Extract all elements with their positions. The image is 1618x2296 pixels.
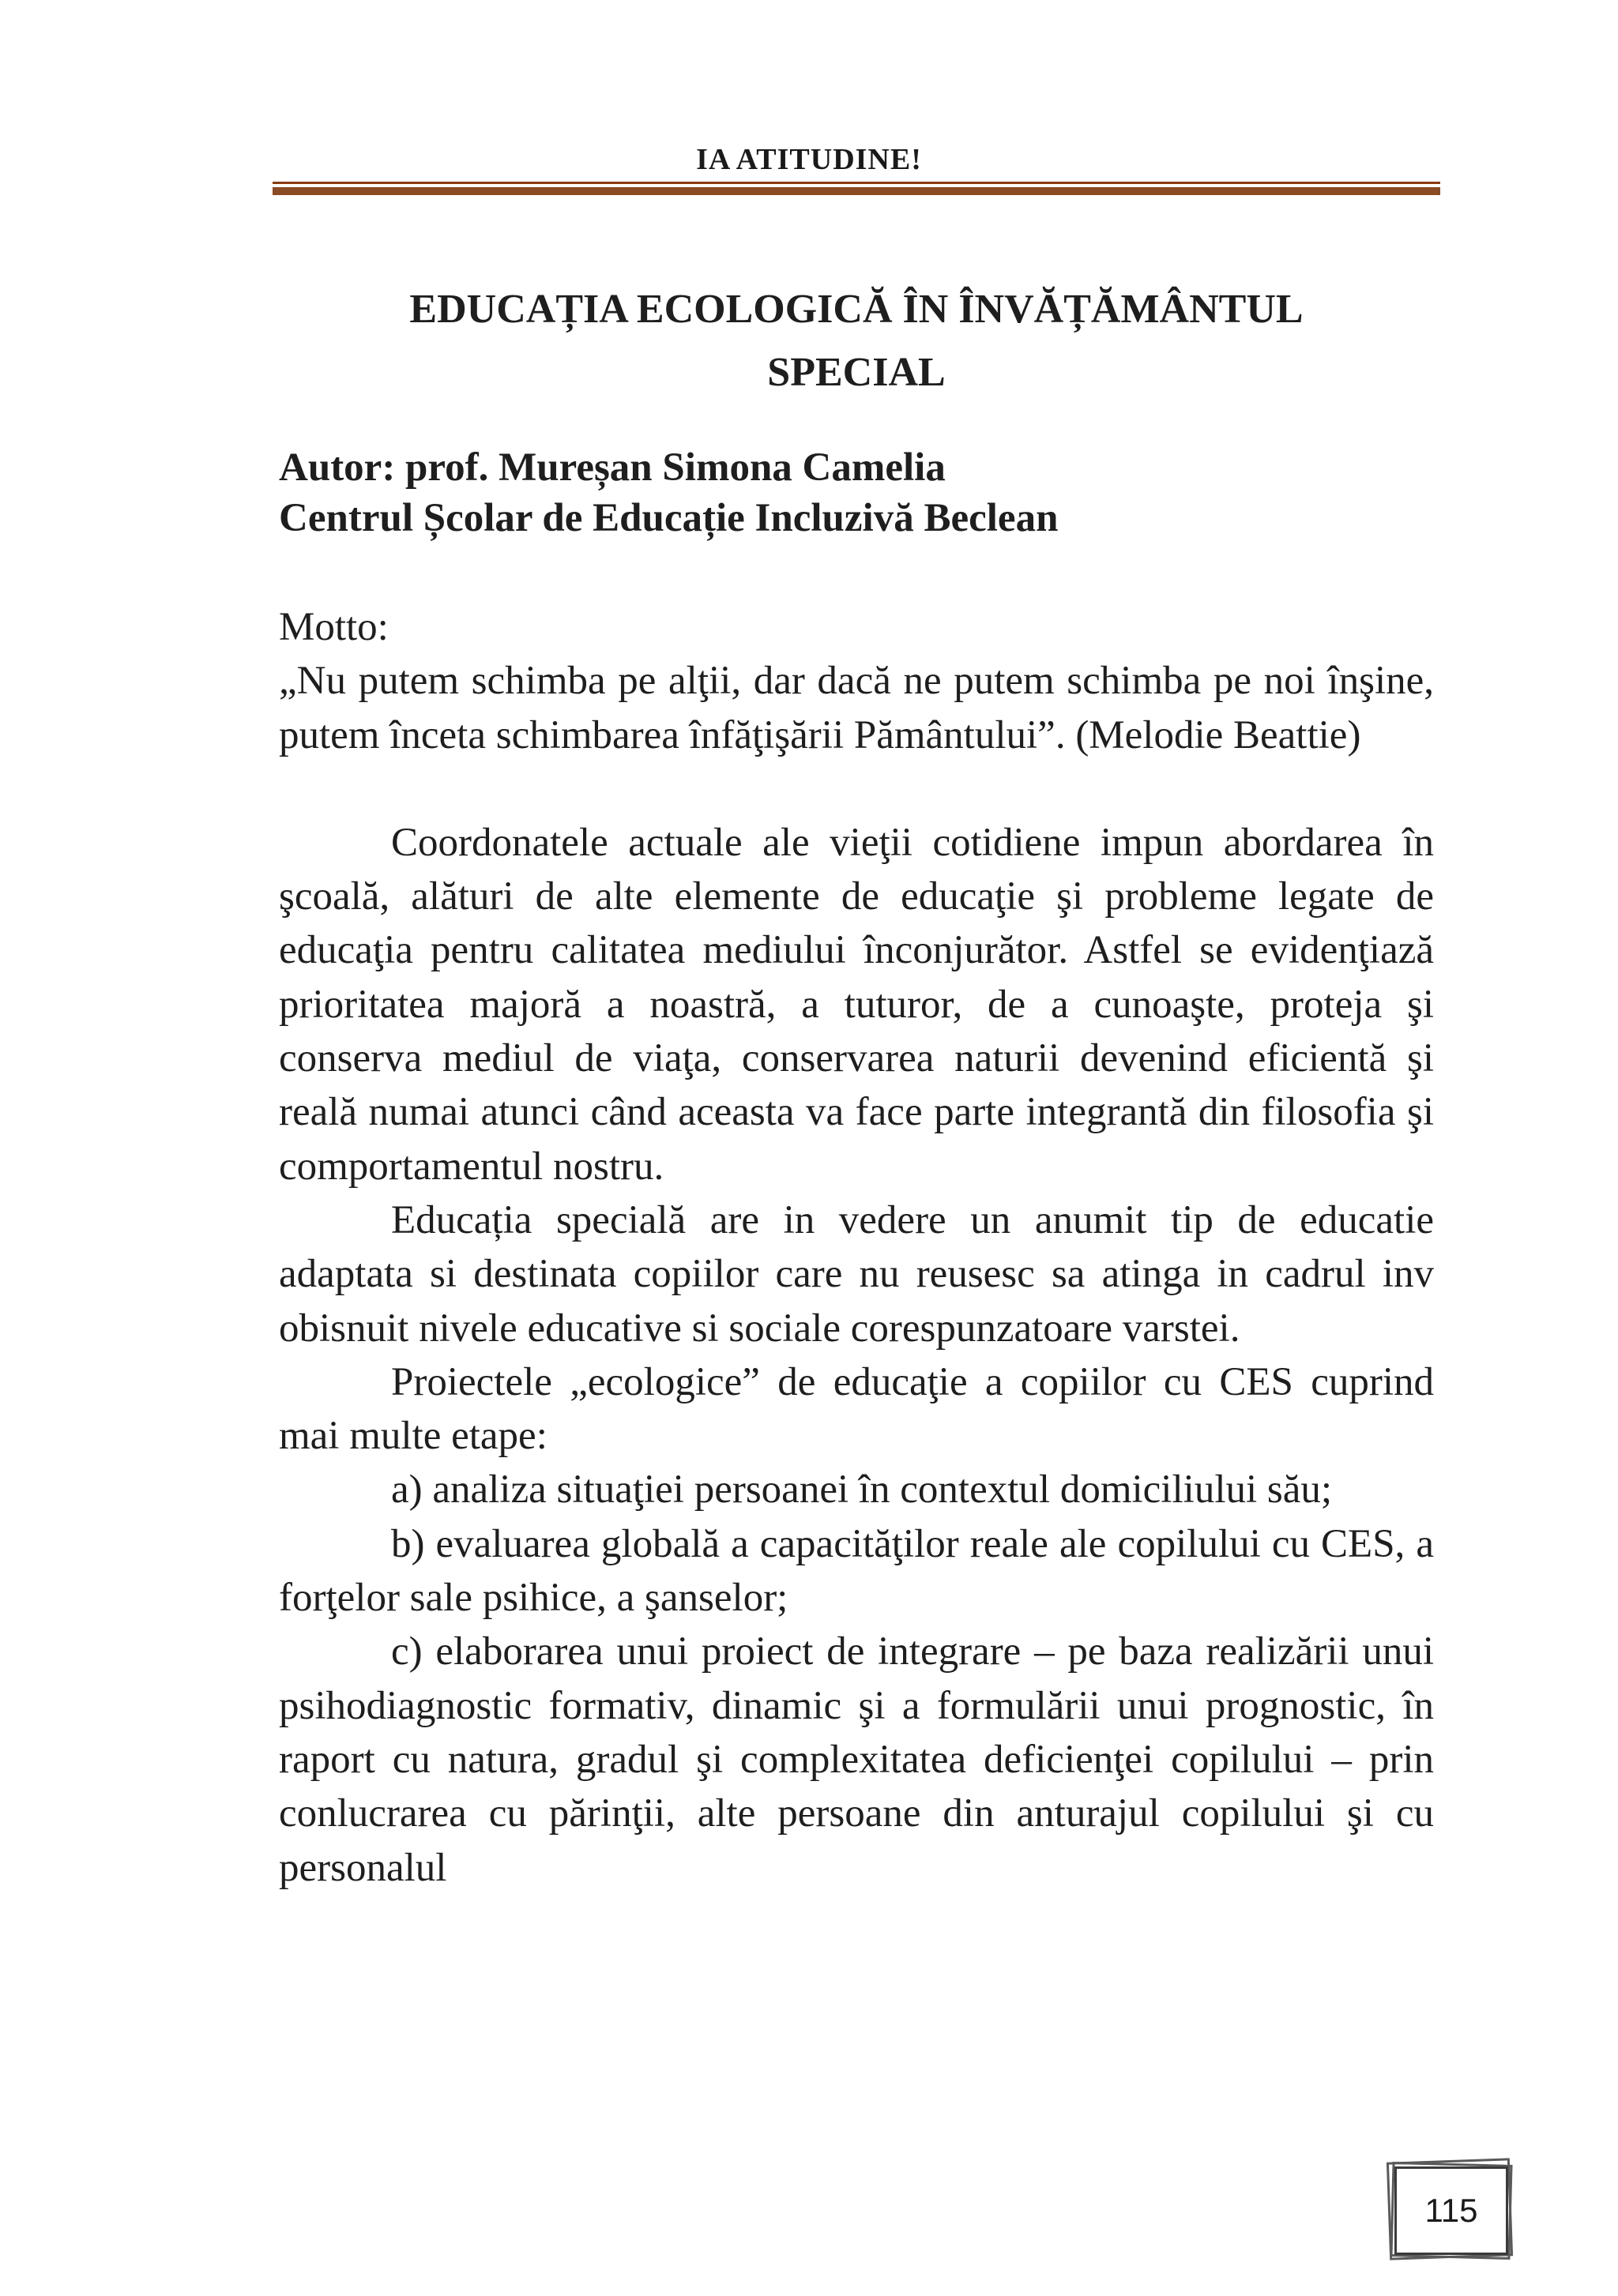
article-body xyxy=(279,600,1434,1895)
author-block xyxy=(279,442,1440,543)
page-number-badge xyxy=(1382,2152,1519,2266)
author-name: Autor: prof. Mureșan Simona Camelia xyxy=(279,445,946,490)
motto-label: Motto: xyxy=(279,605,389,649)
header-rule xyxy=(273,182,1440,199)
paragraph-spacer xyxy=(279,762,1434,816)
running-header-title: IA ATITUDINE! xyxy=(696,143,922,176)
header-rule-thin-line xyxy=(273,182,1440,184)
author-institution: Centrul Școlar de Educație Incluzivă Beclean xyxy=(279,496,1059,540)
body-paragraph-2: Educația specială are in vedere un anumit tip de educatie adaptata si destinata copiilor care nu reusesc sa atinga in cadrul inv obisnuit nivele educative si sociale corespunzatoare varstei. xyxy=(279,1197,1434,1351)
list-item-b: b) evaluarea globală a capacităţilor reale ale copilului cu CES, a forţelor sale psihice, a şanselor; xyxy=(279,1521,1434,1621)
article-title-line-2: SPECIAL xyxy=(767,350,946,395)
body-paragraph-1: Coordonatele actuale ale vieţii cotidiene impun abordarea în şcoală, alături de alte elemente de educaţie şi probleme legate de educaţia pentru calitatea mediului înconjurător. Astfel se evidenţiază prioritatea majoră a noastră, a tuturor, de a cunoaşte, proteja şi conserva mediul de viaţa, conservarea naturii devenind eficientă şi reală numai atunci când aceasta va face parte integrantă din filosofia şi comportamentul nostru. xyxy=(279,820,1434,1189)
list-item-a: a) analiza situaţiei persoanei în contextul domiciliului său; xyxy=(391,1467,1333,1513)
list-item-c: c) elaborarea unui proiect de integrare – pe baza realizării unui psihodiagnostic formativ, dinamic şi a formulării unui prognostic, în raport cu natura, gradul şi complexitatea deficienţei copilului – prin conlucrarea cu părinţii, alte persoane din anturajul copilului şi cu personalul xyxy=(279,1629,1434,1890)
article-title-line-1: EDUCAȚIA ECOLOGICĂ ÎN ÎNVĂȚĂMÂNTUL xyxy=(409,287,1304,332)
page-number: 115 xyxy=(1424,2192,1478,2229)
body-paragraph-3: Proiectele „ecologice” de educaţie a copiilor cu CES cuprind mai multe etape: xyxy=(279,1359,1434,1459)
motto-quote: „Nu putem schimba pe alţii, dar dacă ne putem schimba pe noi înşine, putem înceta schimbarea înfăţişării Pământului”. (Melodie Beattie) xyxy=(279,659,1434,757)
article-title xyxy=(273,278,1440,404)
header-rule-thick-line xyxy=(273,187,1440,195)
